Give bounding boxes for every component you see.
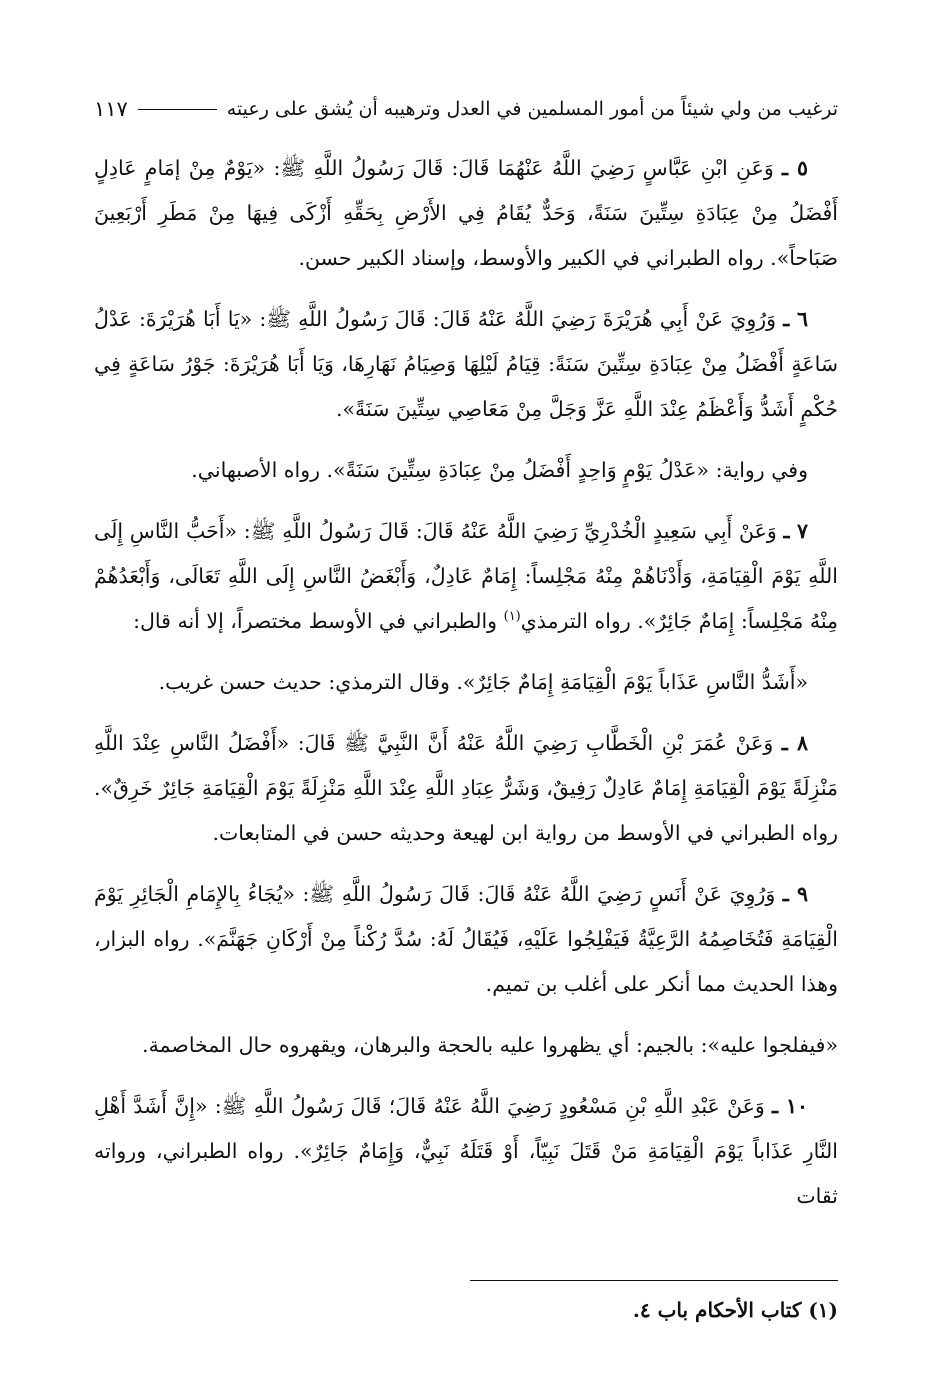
page-number: ١١٧ [94, 97, 128, 121]
hadith-number: ١٠ ـ [772, 1094, 808, 1118]
hadith-text-continued: والطبراني في الأوسط مختصراً، إلا أنه قال: [133, 609, 504, 633]
hadith-paragraph [94, 721, 838, 856]
narration-text: «أَشَدُّ النَّاسِ عَذَاباً يَوْمَ الْقِيَامَةِ إِمَامٌ جَائِرٌ». وقال الترمذي: حديث حسن غريب. [158, 670, 808, 694]
footnote [94, 1290, 838, 1330]
header-rule [138, 109, 217, 110]
footnote-rule [470, 1280, 838, 1281]
hadith-number: ٩ ـ [782, 882, 808, 906]
hadith-number: ٦ ـ [783, 307, 808, 331]
body-text [94, 146, 838, 1235]
footnote-reference: (١) [503, 609, 521, 625]
narration-note [94, 660, 838, 705]
hadith-number: ٧ ـ [783, 519, 808, 543]
hadith-paragraph [94, 1084, 838, 1219]
hadith-number: ٥ ـ [782, 156, 808, 180]
hadith-number: ٨ ـ [781, 731, 808, 755]
hadith-text: وَعَنْ عُمَرَ بْنِ الْخَطَّابِ رَضِيَ اللَّهُ عَنْهُ أَنَّ النَّبِيَّ ﷺ قَالَ: «أَفْضَلُ النَّاسِ عِنْدَ اللَّهِ مَنْزِلَةً يَوْمَ الْقِيَامَةِ إِمَامٌ عَادِلٌ رَفِيقٌ، وَشَرُّ عِبَادِ اللَّهِ عِنْدَ اللَّهِ مَنْزِلَةً يَوْمَ الْقِيَامَةِ جَائِرٌ خَرِقٌ». رواه الطبراني في الأوسط من رواية ابن لهيعة وحديثه حسن في المتابعات. [94, 731, 838, 845]
hadith-paragraph [94, 146, 838, 281]
narration-text: وفي رواية: «عَدْلُ يَوْمٍ وَاحِدٍ أَفْضَلُ مِنْ عِبَادَةِ سِتِّينَ سَنَةً». رواه الأصبهاني. [191, 458, 808, 482]
glossary-text: «فيفلجوا عليه»: بالجيم: أي يظهروا عليه بالحجة والبرهان، ويقهروه حال المخاصمة. [142, 1033, 838, 1057]
narration-note [94, 448, 838, 493]
running-header [94, 92, 838, 126]
footnote-marker: (١) [808, 1298, 838, 1322]
running-title: ترغيب من ولي شيئاً من أمور المسلمين في العدل وترهيبه أن يُشق على رعيته [226, 98, 838, 120]
hadith-text: وَعَنِ ابْنِ عَبَّاسٍ رَضِيَ اللَّهُ عَنْهُمَا قَالَ: قَالَ رَسُولُ اللَّهِ ﷺ: «يَوْمٌ مِنْ إمَامٍ عَادِلٍ أَفْضَلُ مِنْ عِبَادَةِ سِتِّينَ سَنَةً، وَحَدٌّ يُقَامُ فِي الأَرْضِ بِحَقِّهِ أَزْكَى فِيهَا مِنْ مَطَرِ أَرْبَعِينَ صَبَاحاً». رواه الطبراني في الكبير والأوسط، وإسناد الكبير حسن. [94, 156, 838, 270]
hadith-text: وَعَنْ أَبِي سَعِيدٍ الْخُدْرِيِّ رَضِيَ اللَّهُ عَنْهُ قَالَ: قَالَ رَسُولُ اللَّهِ ﷺ: «أَحَبُّ النَّاسِ إِلَى اللَّهِ يَوْمَ الْقِيَامَةِ، وَأَدْنَاهُمْ مِنْهُ مَجْلِساً: إِمَامٌ عَادِلٌ، وَأَبْغَضُ النَّاسِ إِلَى اللَّهِ تَعَالَى، وَأَبْعَدُهُمْ مِنْهُ مَجْلِساً: إِمَامٌ جَائِرٌ». رواه الترمذي [94, 519, 838, 633]
hadith-text: وَرُوِيَ عَنْ أَبِي هُرَيْرَةَ رَضِيَ اللَّهُ عَنْهُ قَالَ: قَالَ رَسُولُ اللَّهِ ﷺ: «يَا أَبَا هُرَيْرَةَ: عَدْلُ سَاعَةٍ أَفْضَلُ مِنْ عِبَادَةِ سِتِّينَ سَنَةً: قِيَامُ لَيْلِهَا وَصِيَامُ نَهَارِهَا، وَيَا أَبَا هُرَيْرَةَ: جَوْرُ سَاعَةٍ فِي حُكْمٍ أَشَدُّ وَأَعْظَمُ عِنْدَ اللَّهِ عَزَّ وَجَلَّ مِنْ مَعَاصِي سِتِّينَ سَنَةً». [94, 307, 838, 421]
hadith-paragraph [94, 872, 838, 1007]
hadith-paragraph [94, 509, 838, 644]
footnote-text: كتاب الأحكام باب ٤. [632, 1298, 802, 1322]
glossary-note [94, 1023, 838, 1068]
hadith-text: وَعَنْ عَبْدِ اللَّهِ بْنِ مَسْعُودٍ رَضِيَ اللَّهُ عَنْهُ قَالَ؛ قَالَ رَسُولُ اللَّهِ ﷺ: «إِنَّ أَشَدَّ أَهْلِ النَّارِ عَذَاباً يَوْمَ الْقِيَامَةِ مَنْ قَتَلَ نَبِيّاً، أَوْ قَتَلَهُ نَبِيٌّ، وَإِمَامٌ جَائِرٌ». رواه الطبراني، ورواته ثقات [94, 1094, 838, 1208]
hadith-text: وَرُوِيَ عَنْ أَنَسٍ رَضِيَ اللَّهُ عَنْهُ قَالَ: قَالَ رَسُولُ اللَّهِ ﷺ: «يُجَاءُ بِالإِمَامِ الْجَائِرِ يَوْمَ الْقِيَامَةِ فَتُخَاصِمُهُ الرَّعِيَّةُ فَيَفْلِجُوا عَلَيْهِ، فَيُقَالُ لَهُ: سُدَّ رُكْناً مِنْ أَرْكَانِ جَهَنَّمَ». رواه البزار، وهذا الحديث مما أنكر على أغلب بن تميم. [94, 882, 838, 996]
hadith-paragraph [94, 297, 838, 432]
